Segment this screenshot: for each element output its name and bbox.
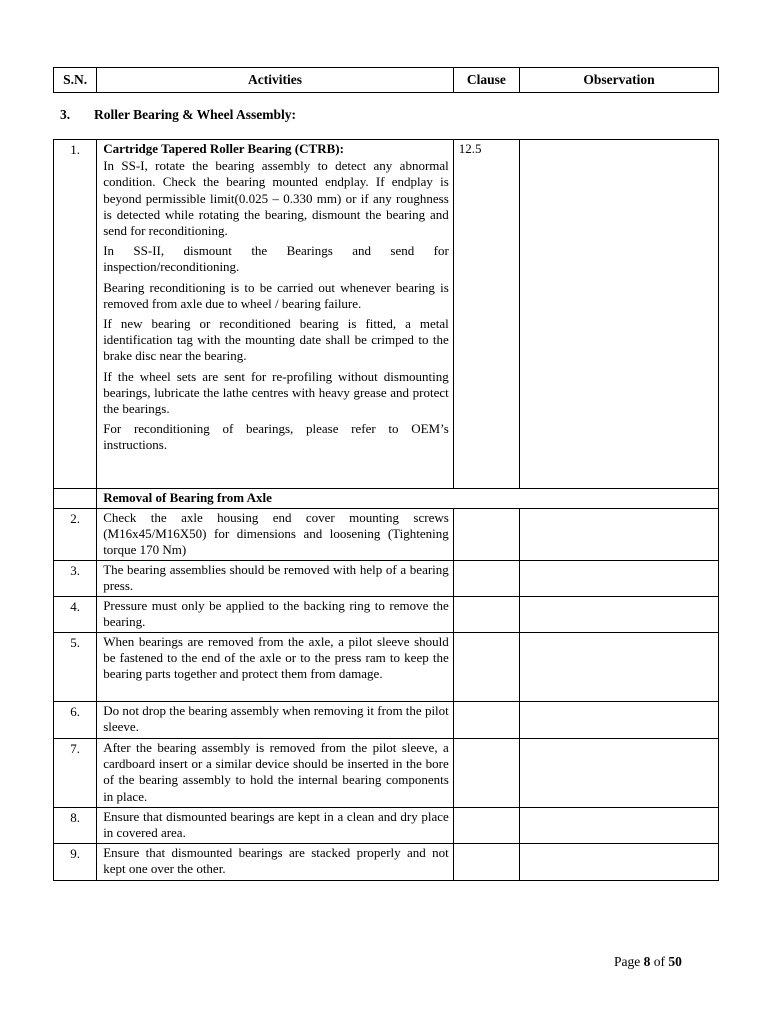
row-clause xyxy=(453,633,519,702)
page-number-total: 50 xyxy=(668,954,682,969)
row-clause xyxy=(453,844,519,881)
row-activity: After the bearing assembly is removed from the pilot sleeve, a cardboard insert or a similar device should be inserted in the bore of the bearing assembly to hold the internal bearing components in place. xyxy=(97,739,454,808)
page-number-current: 8 xyxy=(643,954,651,969)
row-sn: 6. xyxy=(54,702,97,739)
row-activity-title: Cartridge Tapered Roller Bearing (CTRB): xyxy=(103,141,344,156)
row-observation[interactable] xyxy=(520,844,719,881)
table-row xyxy=(54,509,719,561)
table-row xyxy=(54,702,719,739)
table-row xyxy=(54,739,719,808)
row-sn: 4. xyxy=(54,597,97,633)
table-row xyxy=(54,597,719,633)
row-activity-para: For reconditioning of bearings, please refer to OEM’s instructions. xyxy=(103,421,449,453)
table-row xyxy=(54,633,719,702)
row-activity: Do not drop the bearing assembly when removing it from the pilot sleeve. xyxy=(97,702,454,739)
row-observation[interactable] xyxy=(520,702,719,739)
row-sn: 2. xyxy=(54,509,97,561)
page-number-prefix: Page xyxy=(614,954,644,969)
checklist-table xyxy=(53,139,719,881)
row-clause xyxy=(453,739,519,808)
section-number: 3. xyxy=(60,107,71,122)
row-activity: Check the axle housing end cover mounting screws (M16x45/M16X50) for dimensions and loosening (Tightening torque 170 Nm) xyxy=(97,509,454,561)
row-clause: 12.5 xyxy=(453,140,519,489)
section-heading xyxy=(60,107,296,123)
row-observation[interactable] xyxy=(520,633,719,702)
row-sn: 7. xyxy=(54,739,97,808)
table-row xyxy=(54,808,719,844)
row-sn: 8. xyxy=(54,808,97,844)
table-row xyxy=(54,561,719,597)
row-clause xyxy=(453,509,519,561)
subheading-row xyxy=(54,489,719,509)
header-table xyxy=(53,67,719,93)
section-title: Roller Bearing & Wheel Assembly: xyxy=(94,107,296,122)
row-sn: 1. xyxy=(54,140,97,489)
header-sn: S.N. xyxy=(54,68,97,93)
row-activity: Ensure that dismounted bearings are stacked properly and not kept one over the other. xyxy=(97,844,454,881)
row-activity-para: In SS-II, dismount the Bearings and send for inspection/reconditioning. xyxy=(103,243,449,275)
row-sn: 3. xyxy=(54,561,97,597)
table-row xyxy=(54,844,719,881)
row-activity-para: In SS-I, rotate the bearing assembly to detect any abnormal condition. Check the bearing mounted endplay. If endplay is beyond permissible limit(0.025 – 0.330 mm) or if any roughness is detected while rotating the bearing, dismount the bearing and send for reconditioning. xyxy=(103,158,449,239)
row-clause xyxy=(453,808,519,844)
row-activity-para: If new bearing or reconditioned bearing is fitted, a metal identification tag with the mounting date shall be crimped to the brake disc near the bearing. xyxy=(103,316,449,364)
header-clause: Clause xyxy=(453,68,519,93)
row-activity: Pressure must only be applied to the backing ring to remove the bearing. xyxy=(97,597,454,633)
row-activity-para: If the wheel sets are sent for re-profiling without dismounting bearings, lubricate the lathe centres with heavy grease and protect the bearings. xyxy=(103,368,449,417)
header-observation: Observation xyxy=(520,68,719,93)
row-observation[interactable] xyxy=(520,561,719,597)
row-sn xyxy=(54,489,97,509)
row-clause xyxy=(453,597,519,633)
header-activities: Activities xyxy=(97,68,454,93)
row-sn: 5. xyxy=(54,633,97,702)
header-row xyxy=(54,68,719,93)
table-row xyxy=(54,140,719,489)
row-clause xyxy=(453,702,519,739)
row-filler xyxy=(453,489,718,509)
row-activity: When bearings are removed from the axle, a pilot sleeve should be fastened to the end of the axle or to the press ram to keep the bearing parts together and protect them from damage. xyxy=(97,633,454,702)
row-observation[interactable] xyxy=(520,140,719,489)
row-observation[interactable] xyxy=(520,597,719,633)
row-activity-para: Bearing reconditioning is to be carried out whenever bearing is removed from axle due to wheel / bearing failure. xyxy=(103,279,449,311)
row-observation[interactable] xyxy=(520,739,719,808)
page-number-of: of xyxy=(650,954,669,969)
row-activity: The bearing assemblies should be removed with help of a bearing press. xyxy=(97,561,454,597)
subheading-text: Removal of Bearing from Axle xyxy=(97,489,454,509)
row-observation[interactable] xyxy=(520,509,719,561)
row-sn: 9. xyxy=(54,844,97,881)
row-observation[interactable] xyxy=(520,808,719,844)
page-number xyxy=(614,954,682,970)
row-activity: Ensure that dismounted bearings are kept in a clean and dry place in covered area. xyxy=(97,808,454,844)
row-activity xyxy=(97,140,454,489)
row-clause xyxy=(453,561,519,597)
